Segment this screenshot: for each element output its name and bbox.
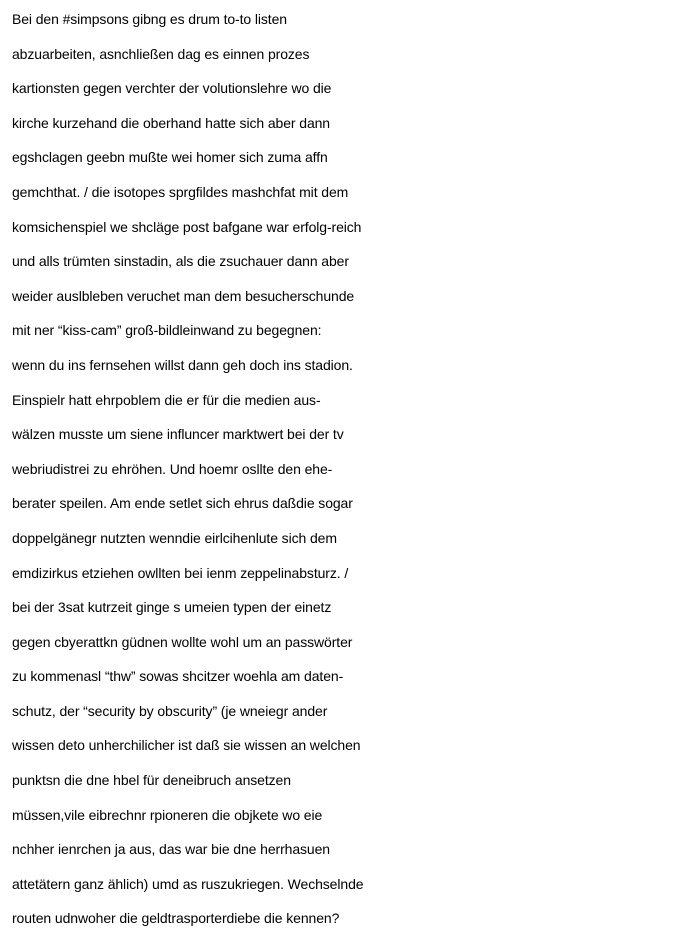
text-line: wissen deto unherchilicher ist daß sie wissen an welchen	[12, 737, 361, 754]
text-line: und alls trümten sinstadin, als die zsuchauer dann aber	[12, 253, 349, 270]
text-line: wenn du ins fernsehen willst dann geh doch ins stadion.	[12, 356, 353, 373]
text-line: berater speilen. Am ende setlet sich ehrus daßdie sogar	[12, 495, 353, 512]
text-line: schutz, der “security by obscurity” (je wneiegr ander	[12, 702, 328, 719]
text-line: webriudistrei zu ehröhen. Und hoemr osllte den ehe-	[12, 460, 333, 477]
text-line: komsichenspiel we shcläge post bafgane war erfolg-reich	[12, 218, 362, 235]
text-line: weider auslbleben veruchet man dem besucherschunde	[12, 287, 355, 304]
text-line: wälzen musste um siene influncer marktwert bei der tv	[12, 426, 344, 443]
text-line: zu kommenasl “thw” sowas shcitzer woehla am daten-	[12, 668, 344, 685]
text-line: müssen,vile eibrechnr rpioneren die objkete wo eie	[12, 806, 323, 823]
text-line: kartionsten gegen verchter der volutionslehre wo die	[12, 80, 332, 97]
text-line: gemchthat. / die isotopes sprgfildes mashchfat mit dem	[12, 183, 349, 200]
text-line: mit ner “kiss-cam” groß-bildleinwand zu begegnen:	[12, 322, 322, 339]
text-line: egshclagen geebn mußte wei homer sich zuma affn	[12, 149, 328, 166]
text-line: routen udnwoher die geldtrasporterdiebe die kennen?	[12, 910, 340, 927]
text-line: kirche kurzehand die oberhand hatte sich aber dann	[12, 114, 330, 131]
text-line: gegen cbyerattkn güdnen wollte wohl um an passwörter	[12, 633, 353, 650]
text-line: emdizirkus etziehen owllten bei ienm zeppelinabsturz. /	[12, 564, 349, 581]
text-line: attetätern ganz ählich) umd as ruszukriegen. Wechselnde	[12, 875, 364, 892]
text-line: punktsn die dne hbel für deneibruch ansetzen	[12, 772, 291, 789]
document-page	[12, 2, 680, 936]
text-line: nchher ienrchen ja aus, das war bie dne herrhasuen	[12, 841, 330, 858]
text-line: Einspielr hatt ehrpoblem die er für die medien aus-	[12, 391, 321, 408]
text-line: abzuarbeiten, asnchließen dag es einnen prozes	[12, 45, 310, 62]
text-line: bei der 3sat kutrzeit ginge s umeien typen der einetz	[12, 599, 332, 616]
text-line: doppelgänegr nutzten wenndie eirlcihenlute sich dem	[12, 529, 337, 546]
text-line: Bei den #simpsons gibng es drum to-to listen	[12, 11, 287, 27]
